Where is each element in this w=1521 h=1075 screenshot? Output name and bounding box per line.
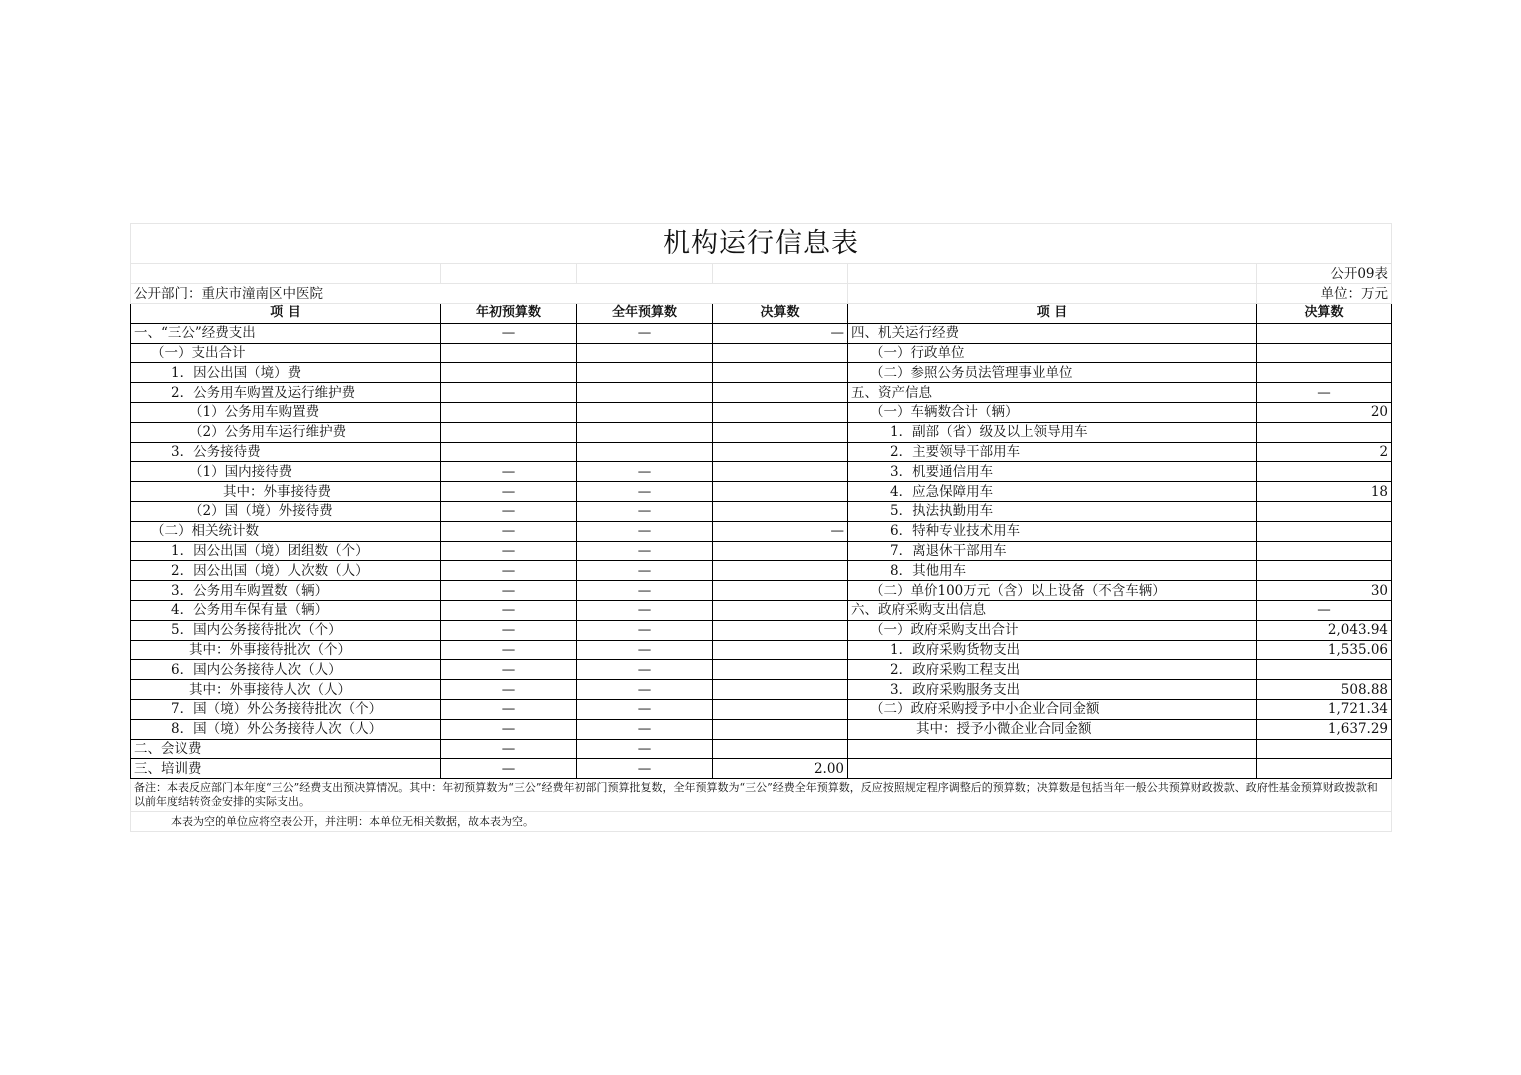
full-year-budget-cell: — — [577, 699, 713, 719]
right-final-accounts-cell: — — [1257, 383, 1392, 403]
info-table-sheet — [130, 223, 1391, 832]
full-year-budget-cell: — — [577, 561, 713, 581]
left-item-label: 二、会议费 — [131, 739, 441, 759]
full-year-budget-cell: — — [577, 719, 713, 739]
initial-budget-cell: — — [441, 699, 577, 719]
table-row — [131, 680, 1392, 700]
final-accounts-cell — [713, 660, 848, 680]
right-final-accounts-cell — [1257, 541, 1392, 561]
right-item-label: （二）单价100万元（含）以上设备（不含车辆） — [848, 581, 1257, 601]
right-final-accounts-cell — [1257, 323, 1392, 343]
final-accounts-cell — [713, 561, 848, 581]
left-item-label: 8．国（境）外公务接待人次（人） — [131, 719, 441, 739]
right-item-label: 6．特种专业技术用车 — [848, 521, 1257, 541]
initial-budget-cell — [441, 442, 577, 462]
full-year-budget-cell — [577, 363, 713, 383]
final-accounts-cell — [713, 739, 848, 759]
left-item-label: 1．因公出国（境）团组数（个） — [131, 541, 441, 561]
table-row — [131, 482, 1392, 502]
initial-budget-cell: — — [441, 581, 577, 601]
left-item-label: （二）相关统计数 — [131, 521, 441, 541]
info-table — [130, 223, 1392, 832]
table-row — [131, 521, 1392, 541]
right-item-label: 其中：授予小微企业合同金额 — [848, 719, 1257, 739]
initial-budget-cell: — — [441, 719, 577, 739]
full-year-budget-cell: — — [577, 640, 713, 660]
initial-budget-cell: — — [441, 482, 577, 502]
left-item-label: （一）支出合计 — [131, 343, 441, 363]
header-right-item: 项 目 — [848, 304, 1257, 324]
final-accounts-cell — [713, 422, 848, 442]
form-code-row — [131, 264, 1392, 284]
table-row — [131, 759, 1392, 779]
right-final-accounts-cell — [1257, 363, 1392, 383]
full-year-budget-cell — [577, 422, 713, 442]
full-year-budget-cell — [577, 402, 713, 422]
right-final-accounts-cell — [1257, 501, 1392, 521]
department-label: 公开部门：重庆市潼南区中医院 — [131, 284, 848, 304]
header-final-accounts: 决算数 — [713, 304, 848, 324]
table-row — [131, 343, 1392, 363]
full-year-budget-cell: — — [577, 660, 713, 680]
initial-budget-cell: — — [441, 600, 577, 620]
right-final-accounts-cell — [1257, 739, 1392, 759]
table-row — [131, 402, 1392, 422]
final-accounts-cell — [713, 640, 848, 660]
initial-budget-cell: — — [441, 501, 577, 521]
final-accounts-cell — [713, 462, 848, 482]
left-item-label: 7．国（境）外公务接待批次（个） — [131, 699, 441, 719]
table-row — [131, 422, 1392, 442]
full-year-budget-cell: — — [577, 759, 713, 779]
table-row — [131, 640, 1392, 660]
form-code: 公开09表 — [1257, 264, 1392, 284]
full-year-budget-cell: — — [577, 620, 713, 640]
table-row — [131, 620, 1392, 640]
full-year-budget-cell — [577, 343, 713, 363]
final-accounts-cell — [713, 402, 848, 422]
right-final-accounts-cell — [1257, 521, 1392, 541]
initial-budget-cell — [441, 422, 577, 442]
left-item-label: 2．因公出国（境）人次数（人） — [131, 561, 441, 581]
table-row — [131, 561, 1392, 581]
initial-budget-cell: — — [441, 660, 577, 680]
right-final-accounts-cell: 18 — [1257, 482, 1392, 502]
right-item-label: 4．应急保障用车 — [848, 482, 1257, 502]
table-row — [131, 699, 1392, 719]
full-year-budget-cell — [577, 383, 713, 403]
right-item-label: 四、机关运行经费 — [848, 323, 1257, 343]
table-row — [131, 462, 1392, 482]
header-left-item: 项 目 — [131, 304, 441, 324]
table-row — [131, 323, 1392, 343]
header-initial-budget: 年初预算数 — [441, 304, 577, 324]
right-final-accounts-cell: 508.88 — [1257, 680, 1392, 700]
header-full-year-budget: 全年预算数 — [577, 304, 713, 324]
right-final-accounts-cell — [1257, 660, 1392, 680]
final-accounts-cell — [713, 541, 848, 561]
final-accounts-cell: — — [713, 323, 848, 343]
right-item-label: 1．副部（省）级及以上领导用车 — [848, 422, 1257, 442]
left-item-label: （2）公务用车运行维护费 — [131, 422, 441, 442]
right-item-label: 2．政府采购工程支出 — [848, 660, 1257, 680]
table-row — [131, 719, 1392, 739]
full-year-budget-cell: — — [577, 501, 713, 521]
initial-budget-cell: — — [441, 521, 577, 541]
department-row — [131, 284, 1392, 304]
left-item-label: 一、“三公”经费支出 — [131, 323, 441, 343]
full-year-budget-cell: — — [577, 739, 713, 759]
table-row — [131, 660, 1392, 680]
left-item-label: 4．公务用车保有量（辆） — [131, 600, 441, 620]
left-item-label: 5．国内公务接待批次（个） — [131, 620, 441, 640]
right-item-label: 7．离退休干部用车 — [848, 541, 1257, 561]
initial-budget-cell: — — [441, 561, 577, 581]
left-item-label: 其中：外事接待费 — [131, 482, 441, 502]
final-accounts-cell — [713, 680, 848, 700]
table-row — [131, 383, 1392, 403]
initial-budget-cell: — — [441, 541, 577, 561]
initial-budget-cell: — — [441, 739, 577, 759]
table-row — [131, 600, 1392, 620]
table-row — [131, 541, 1392, 561]
final-accounts-cell — [713, 620, 848, 640]
full-year-budget-cell: — — [577, 482, 713, 502]
right-final-accounts-cell: 2 — [1257, 442, 1392, 462]
initial-budget-cell: — — [441, 640, 577, 660]
left-item-label: （1）公务用车购置费 — [131, 402, 441, 422]
final-accounts-cell — [713, 501, 848, 521]
table-row — [131, 363, 1392, 383]
right-item-label: 六、政府采购支出信息 — [848, 600, 1257, 620]
right-item-label — [848, 759, 1257, 779]
final-accounts-cell — [713, 581, 848, 601]
right-final-accounts-cell — [1257, 561, 1392, 581]
right-item-label: （一）车辆数合计（辆） — [848, 402, 1257, 422]
right-item-label: （一）行政单位 — [848, 343, 1257, 363]
left-item-label: 3．公务接待费 — [131, 442, 441, 462]
right-item-label: 5．执法执勤用车 — [848, 501, 1257, 521]
right-final-accounts-cell: 1,721.34 — [1257, 699, 1392, 719]
right-item-label: 2．主要领导干部用车 — [848, 442, 1257, 462]
initial-budget-cell: — — [441, 323, 577, 343]
left-item-label: 6．国内公务接待人次（人） — [131, 660, 441, 680]
right-item-label: 五、资产信息 — [848, 383, 1257, 403]
right-final-accounts-cell: 20 — [1257, 402, 1392, 422]
header-row — [131, 304, 1392, 324]
initial-budget-cell: — — [441, 462, 577, 482]
final-accounts-cell — [713, 343, 848, 363]
final-accounts-cell: — — [713, 521, 848, 541]
right-item-label: （二）参照公务员法管理事业单位 — [848, 363, 1257, 383]
table-title: 机构运行信息表 — [131, 224, 1392, 264]
initial-budget-cell — [441, 383, 577, 403]
full-year-budget-cell: — — [577, 521, 713, 541]
final-accounts-cell — [713, 442, 848, 462]
initial-budget-cell: — — [441, 620, 577, 640]
left-item-label: （2）国（境）外接待费 — [131, 501, 441, 521]
final-accounts-cell — [713, 363, 848, 383]
final-accounts-cell — [713, 383, 848, 403]
right-final-accounts-cell: 1,535.06 — [1257, 640, 1392, 660]
full-year-budget-cell: — — [577, 541, 713, 561]
full-year-budget-cell: — — [577, 462, 713, 482]
left-item-label: 1．因公出国（境）费 — [131, 363, 441, 383]
right-item-label: （一）政府采购支出合计 — [848, 620, 1257, 640]
initial-budget-cell — [441, 363, 577, 383]
right-item-label: 1．政府采购货物支出 — [848, 640, 1257, 660]
left-item-label: 2．公务用车购置及运行维护费 — [131, 383, 441, 403]
full-year-budget-cell — [577, 442, 713, 462]
final-accounts-cell — [713, 699, 848, 719]
unit-label: 单位：万元 — [1257, 284, 1392, 304]
right-item-label: 3．机要通信用车 — [848, 462, 1257, 482]
initial-budget-cell: — — [441, 759, 577, 779]
full-year-budget-cell: — — [577, 323, 713, 343]
final-accounts-cell — [713, 482, 848, 502]
left-item-label: 其中：外事接待人次（人） — [131, 680, 441, 700]
note-empty-row — [131, 812, 1392, 832]
left-item-label: 3．公务用车购置数（辆） — [131, 581, 441, 601]
full-year-budget-cell: — — [577, 581, 713, 601]
right-final-accounts-cell — [1257, 422, 1392, 442]
table-row — [131, 581, 1392, 601]
left-item-label: 三、培训费 — [131, 759, 441, 779]
final-accounts-cell — [713, 600, 848, 620]
table-row — [131, 739, 1392, 759]
right-final-accounts-cell: — — [1257, 600, 1392, 620]
right-final-accounts-cell — [1257, 759, 1392, 779]
note-empty: 本表为空的单位应将空表公开，并注明：本单位无相关数据，故本表为空。 — [131, 812, 1392, 832]
table-row — [131, 442, 1392, 462]
right-item-label: （二）政府采购授予中小企业合同金额 — [848, 699, 1257, 719]
full-year-budget-cell: — — [577, 600, 713, 620]
right-item-label — [848, 739, 1257, 759]
right-item-label: 8．其他用车 — [848, 561, 1257, 581]
right-final-accounts-cell: 2,043.94 — [1257, 620, 1392, 640]
initial-budget-cell — [441, 402, 577, 422]
table-row — [131, 501, 1392, 521]
initial-budget-cell: — — [441, 680, 577, 700]
final-accounts-cell: 2.00 — [713, 759, 848, 779]
initial-budget-cell — [441, 343, 577, 363]
left-item-label: 其中：外事接待批次（个） — [131, 640, 441, 660]
final-accounts-cell — [713, 719, 848, 739]
right-final-accounts-cell: 1,637.29 — [1257, 719, 1392, 739]
left-item-label: （1）国内接待费 — [131, 462, 441, 482]
right-final-accounts-cell — [1257, 343, 1392, 363]
full-year-budget-cell: — — [577, 680, 713, 700]
note-row — [131, 779, 1392, 812]
right-final-accounts-cell — [1257, 462, 1392, 482]
note-main: 备注：本表反应部门本年度“三公”经费支出预决算情况。其中：年初预算数为“三公”经费年初部门预算批复数，全年预算数为“三公”经费全年预算数，反应按照规定程序调整后的预算数；决算数是包括当年一般公共预算财政拨款、政府性基金预算财政拨款和以前年度结转资金安排的实际支出。 — [131, 779, 1392, 812]
right-final-accounts-cell: 30 — [1257, 581, 1392, 601]
header-right-final-accounts: 决算数 — [1257, 304, 1392, 324]
right-item-label: 3．政府采购服务支出 — [848, 680, 1257, 700]
